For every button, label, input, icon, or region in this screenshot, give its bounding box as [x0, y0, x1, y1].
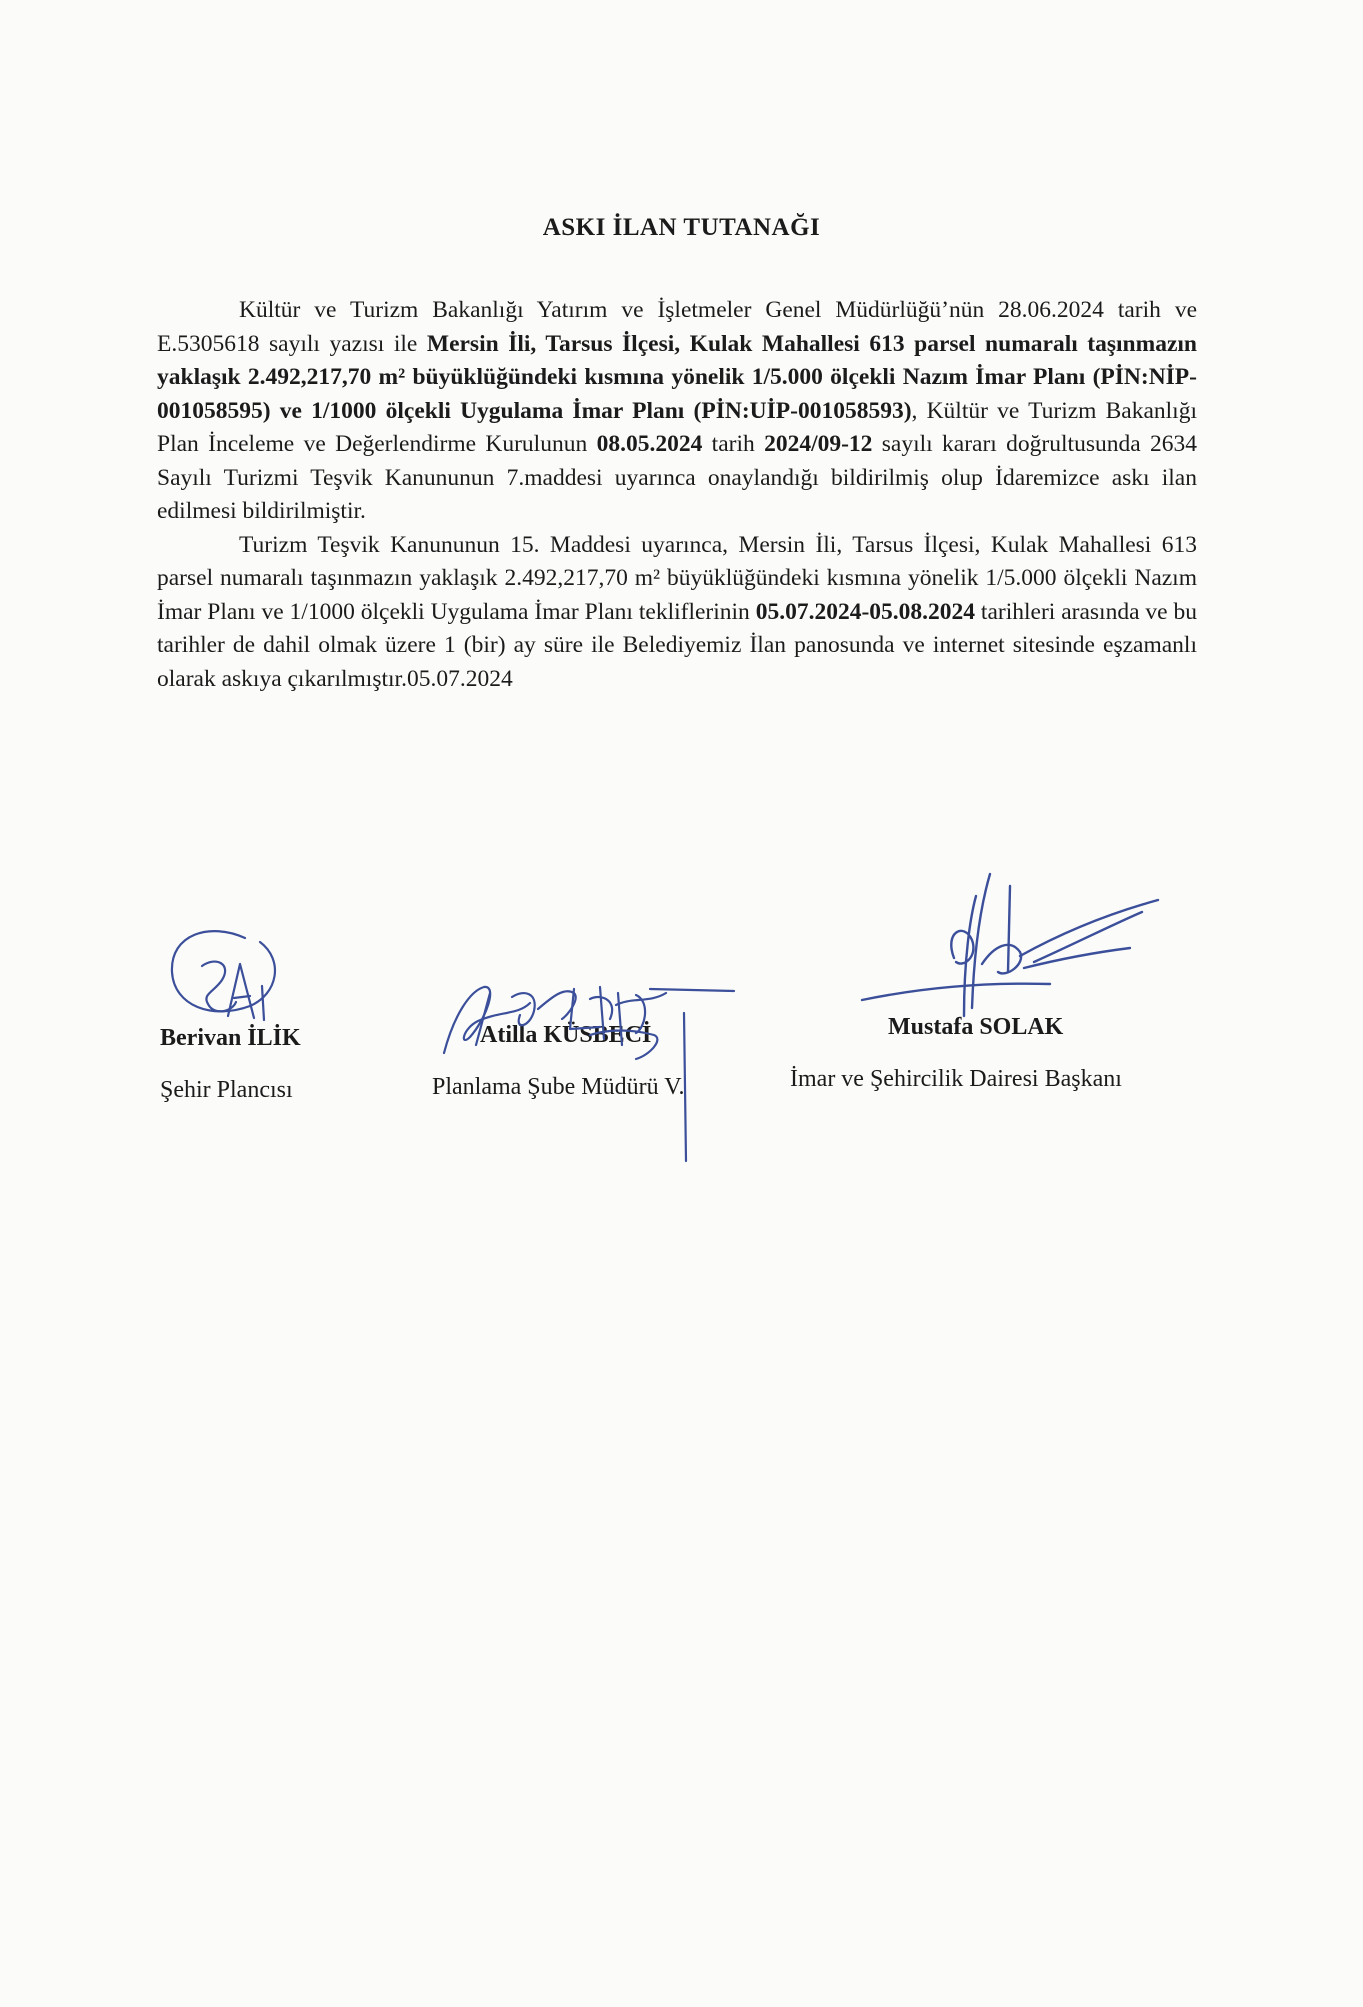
paragraph-1: [157, 294, 1197, 529]
signatory-role: Planlama Şube Müdürü V.: [432, 1074, 685, 1100]
p1-seg-2: Mersin İli, Tarsus İlçesi, Kulak Mahallesi 613 parsel numaralı taşınmazın yaklaşık 2.492,217,70 m² büyüklüğündeki kısmına yönelik 1/5.000 ölçekli Nazım İmar Planı (PİN:NİP-001058595) ve 1/1000 ölçekli Uygulama İmar Planı (PİN:UİP-001058593): [157, 330, 1197, 424]
p1-seg-5: tarih: [702, 431, 765, 457]
signatory-role: Şehir Plancısı: [160, 1077, 293, 1103]
paragraph-2: [157, 529, 1197, 697]
signatory-name: Berivan İLİK: [160, 1025, 301, 1051]
document-title: ASKI İLAN TUTANAĞI: [542, 214, 821, 241]
p2-seg-1: Turizm Teşvik Kanununun 15. Maddesi uyarınca, Mersin İli, Tarsus İlçesi, Kulak Mahallesi 613 parsel numaralı taşınmazın yaklaşık 2.492,217,70 m² büyüklüğündeki kısmına yönelik 1/5.000 ölçekli Nazım İmar Planı ve 1/1000 ölçekli Uygulama İmar Planı tekliflerinin: [157, 531, 1197, 625]
signatory-role: İmar ve Şehircilik Dairesi Başkanı: [790, 1066, 1122, 1092]
p1-seg-3: , Kültür ve Turizm Bakanlığı Plan İnceleme ve Değerlendirme Kurulunun: [157, 397, 1197, 457]
signatory-name: Atilla KÜSBECİ: [480, 1022, 652, 1048]
p2-seg-3: tarihleri arasında ve bu tarihler de dahil olmak üzere 1 (bir) ay süre ile Belediyemiz İlan panosunda ve internet sitesinde eşzamanlı olarak askıya çıkarılmıştır.05.07.2024: [157, 598, 1197, 692]
signatory-mustafa-solak: [790, 1012, 1122, 1094]
p1-seg-4: 08.05.2024: [596, 431, 703, 457]
p2-seg-2: 05.07.2024-05.08.2024: [755, 598, 976, 625]
p1-seg-6: 2024/09-12: [764, 431, 873, 457]
signatory-atilla-kusbeci: [432, 1020, 684, 1102]
p1-seg-1: Kültür ve Turizm Bakanlığı Yatırım ve İşletmeler Genel Müdürlüğü’nün 28.06.2024 tarih ve E.5305618 sayılı yazısı ile: [157, 297, 1197, 357]
p1-seg-7: sayılı kararı doğrultusunda 2634 Sayılı Turizmi Teşvik Kanununun 7.maddesi uyarınca onaylandığı bildirilmiş olup İdaremizce askı ilan edilmesi bildirilmiştir.: [157, 431, 1197, 524]
signatory-name: Mustafa SOLAK: [888, 1014, 1064, 1040]
document-body: [157, 294, 1197, 696]
signatory-berivan-ilik: [160, 1023, 301, 1105]
